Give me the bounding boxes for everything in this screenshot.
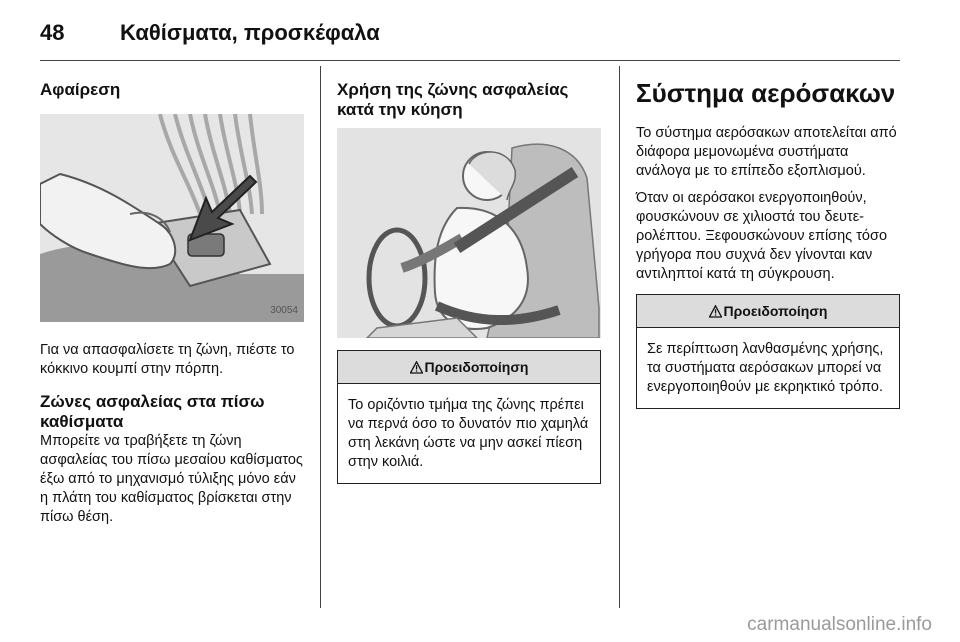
figure-number: 30054 <box>270 305 298 316</box>
airbags-text-2: Όταν οι αερόσακοι ενεργοποιηθούν, φουσκώνουν σε χιλιοστά του δευτερολέπτου. Ξεφουσκώνουν επίσης τόσο γρήγορα που συχνά δεν γίνονται καν αντιληπτοί κατά τη σύγκρουση. <box>636 190 888 282</box>
column-1 <box>40 66 304 527</box>
warning-box-pregnancy <box>337 350 601 484</box>
warning-title: Προειδοποίηση <box>723 303 828 319</box>
removal-text: Για να απασφαλίσετε τη ζώνη, πιέστε το κόκκινο κουμπί στην πόρπη. <box>40 342 295 377</box>
warning-header <box>338 351 600 384</box>
pregnant-driver-illustration <box>337 128 601 338</box>
section-heading-rear-belts: Ζώνες ασφαλείας στα πίσω καθίσματα <box>40 392 265 431</box>
figure-buckle-release <box>40 114 304 322</box>
warning-triangle-icon <box>709 305 722 318</box>
buckle-illustration <box>40 114 304 322</box>
warning-header <box>637 295 899 328</box>
airbags-text-1: Το σύστημα αερόσακων αποτελείται από διάφορα μεμονωμένα συστήματα ανάλογα με το επίπεδο εξοπλισμού. <box>636 125 897 179</box>
warning-title: Προειδοποίηση <box>424 359 529 375</box>
page-header <box>40 12 900 56</box>
warning-text: Το οριζόντιο τμήμα της ζώνης πρέπει να περνά όσο το δυνατόν πιο χαμηλά στη λεκάνη ώστε να μην ασκεί πίεση στην κοιλιά. <box>348 397 589 470</box>
section-heading-pregnancy: Χρήση της ζώνης ασφαλείας κατά την κύηση <box>337 80 569 119</box>
header-divider <box>40 60 900 61</box>
warning-box-airbags <box>636 294 900 409</box>
column-2 <box>337 66 601 484</box>
section-heading-airbags: Σύστημα αερόσακων <box>636 78 896 108</box>
column-divider-1 <box>320 66 321 608</box>
rear-belts-text: Μπορείτε να τραβήξετε τη ζώνη ασφαλείας του πίσω μεσαίου καθίσματος έξω από το μηχανισμό τύλιξης μόνο εάν η πλάτη του καθίσματος βρίσκεται στην πίσω θέση. <box>40 433 303 525</box>
column-divider-2 <box>619 66 620 608</box>
warning-text: Σε περίπτωση λανθασμένης χρήσης, τα συστήματα αερόσακων μπορεί να ενεργοποιηθούν με εκρηκτικό τρόπο. <box>647 341 884 395</box>
watermark: carmanualsonline.info <box>747 614 932 635</box>
page-number: 48 <box>40 20 65 45</box>
chapter-title: Καθίσματα, προσκέφαλα <box>120 20 380 45</box>
section-heading-removal: Αφαίρεση <box>40 80 121 99</box>
warning-triangle-icon <box>410 361 423 374</box>
column-3 <box>636 66 900 409</box>
figure-pregnant-driver <box>337 128 601 338</box>
